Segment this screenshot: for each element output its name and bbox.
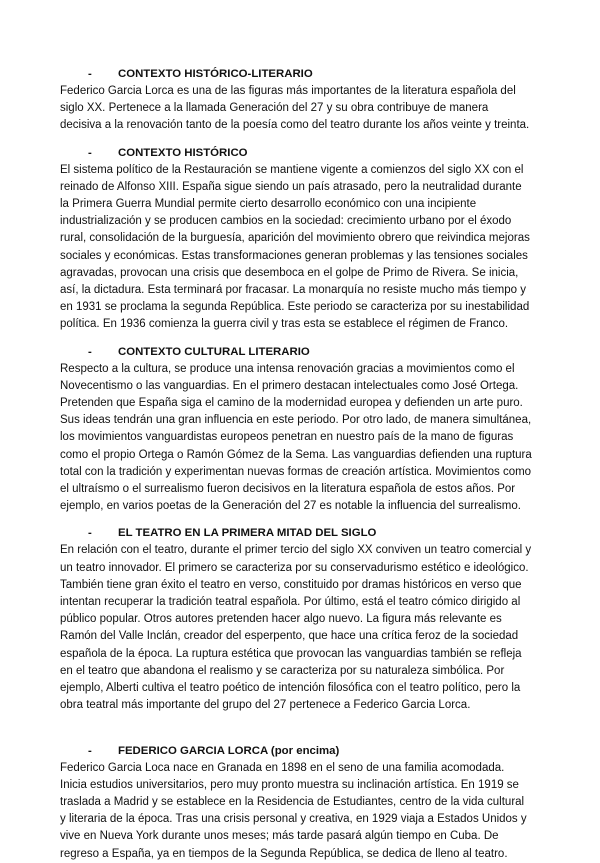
text-line: política. En 1936 comienza la guerra civil y tras esta se establece el régimen de Franco. [60,318,509,331]
text-line: un teatro innovador. El primero se caracteriza por su conservadurismo estético e ideológico. [60,561,529,574]
heading-text: CONTEXTO CULTURAL LITERARIO [118,345,310,358]
text-line: Federico Garcia Lorca es una de las figuras más importantes de la literatura española del [60,85,516,97]
section-heading [60,743,540,760]
section-heading [60,525,540,542]
heading-text: CONTEXTO HISTÓRICO [118,146,248,159]
text-line: industrialización y se producen cambios en la sociedad: crecimiento urbano por el éxodo [60,215,512,228]
bullet-dash: - [88,146,92,159]
text-line: la Primera Guerra Mundial permite cierto desarrollo económico con una incipiente [60,198,477,211]
section-contexto-historico [60,145,540,334]
text-line: sociales y económicas. Estas transformaciones generan problemas y las tensiones sociales [60,249,528,262]
bullet-dash: - [88,527,92,540]
bullet-dash: - [88,345,92,358]
heading-text: FEDERICO GARCIA LORCA (por encima) [118,744,340,757]
text-line: Federico Garcia Loca nace en Granada en 1898 en el seno de una familia acomodada. [60,761,505,774]
heading-text: EL TEATRO EN LA PRIMERA MITAD DEL SIGLO [118,527,377,540]
section-paragraph [60,162,540,334]
text-line: así, la dictadura. Esta terminará por fracasar. La monarquía no resiste mucho más tiempo y [60,284,526,297]
text-line: y literaria de la época. Tras una crisis personal y creativa, en 1929 viaja a Estados Unidos y [60,813,527,826]
heading-text: CONTEXTO HISTÓRICO-LITERARIO [118,68,313,80]
text-line: intentan recuperar la tradición teatral española. Por último, está el teatro cómico dirigido al [60,596,521,609]
text-line: vive en Nueva York durante unos meses; más tarde pasará algún tiempo en Cuba. De [60,830,499,843]
text-line: Inicia estudios universitarios, pero muy pronto muestra su inclinación artística. En 1919 se [60,778,519,791]
text-line: traslada a Madrid y se establece en la Residencia de Estudiantes, centro de la vida cultural [60,795,525,808]
section-paragraph [60,542,540,714]
text-line: Ramón del Valle Inclán, creador del esperpento, que hace una crítica feroz de la sociedad [60,630,519,643]
text-line: los movimientos vanguardistas europeos penetran en nuestro país de la mano de figuras [60,431,514,444]
text-line: reinado de Alfonso XIII. España sigue siendo un país atrasado, pero la neutralidad durante [60,180,522,193]
text-line: como el propio Ortega o Ramón Gómez de la Sema. Las vanguardias defienden una ruptura [60,448,532,461]
text-line: obra teatral más importante del grupo del 27 pertenece a Federico Garcia Lorca. [60,699,471,712]
text-line: decisiva a la renovación tanto de la poesía como del teatro durante los años veinte y treinta. [60,119,530,132]
document-page [60,66,540,863]
bullet-dash: - [88,744,92,757]
bullet-dash: - [88,68,92,80]
section-paragraph [60,361,540,516]
text-line: ejemplo, en varios poetas de la Generación del 27 es notable la influencia del surrealismo. [60,500,521,513]
section-paragraph [60,83,540,135]
section-teatro-primera-mitad [60,525,540,714]
text-line: Sus ideas tendrán una gran influencia en este periodo. Por otro lado, de manera simultánea, [60,414,532,427]
section-paragraph [60,760,540,863]
text-line: rural, consolidación de la burguesía, aparición del movimiento obrero que reivindica mejoras [60,232,530,245]
text-line: Pretenden que España siga el camino de la modernidad europea y defienden un arte puro. [60,397,523,410]
section-federico-garcia-lorca [60,743,540,863]
text-line: total con la tradición y experimentan nuevas formas de creación artística. Movimientos como [60,465,532,478]
text-line: agravadas, provocan una crisis que desemboca en el golpe de Primo de Rivera. Se inicia, [60,266,519,279]
text-line: en el teatro que abandona el realismo y se caracteriza por su naturaleza simbólica. Por [60,664,505,677]
text-line: española de la época. La ruptura estética que provocan las vanguardias también se refleja [60,647,522,660]
section-contexto-cultural-literario [60,344,540,516]
text-line: ejemplo, Alberti cultiva el teatro poético de intención filosófica con el teatro político, pero la [60,682,521,695]
text-line: en 1931 se proclama la segunda República. Este periodo se caracteriza por su inestabilidad [60,301,530,314]
text-line: El sistema político de la Restauración se mantiene vigente a comienzos del siglo XX con el [60,163,524,176]
text-line: siglo XX. Pertenece a la llamada Generación del 27 y su obra contribuye de manera [60,102,489,115]
text-line: También tiene gran éxito el teatro en verso, constituido por dramas históricos en verso que [60,578,522,591]
section-heading [60,145,540,162]
text-line: En relación con el teatro, durante el primer tercio del siglo XX conviven un teatro comercial y [60,544,532,557]
text-line: Respecto a la cultura, se produce una intensa renovación gracias a movimientos como el [60,362,515,375]
text-line: regreso a España, ya en tiempos de la Segunda República, se dedica de lleno al teatro. [60,847,508,860]
text-line: público popular. Otros autores pretenden hacer algo nuevo. La figura más relevante es [60,613,502,626]
text-line: Novecentismo o las vanguardias. En el primero destacan intelectuales como José Ortega. [60,379,519,392]
section-heading [60,344,540,361]
section-heading [60,66,540,83]
section-contexto-historico-literario [60,66,540,135]
text-line: el ultraísmo o el surrealismo fueron decisivos en la literatura española de estos años. Por [60,483,516,496]
